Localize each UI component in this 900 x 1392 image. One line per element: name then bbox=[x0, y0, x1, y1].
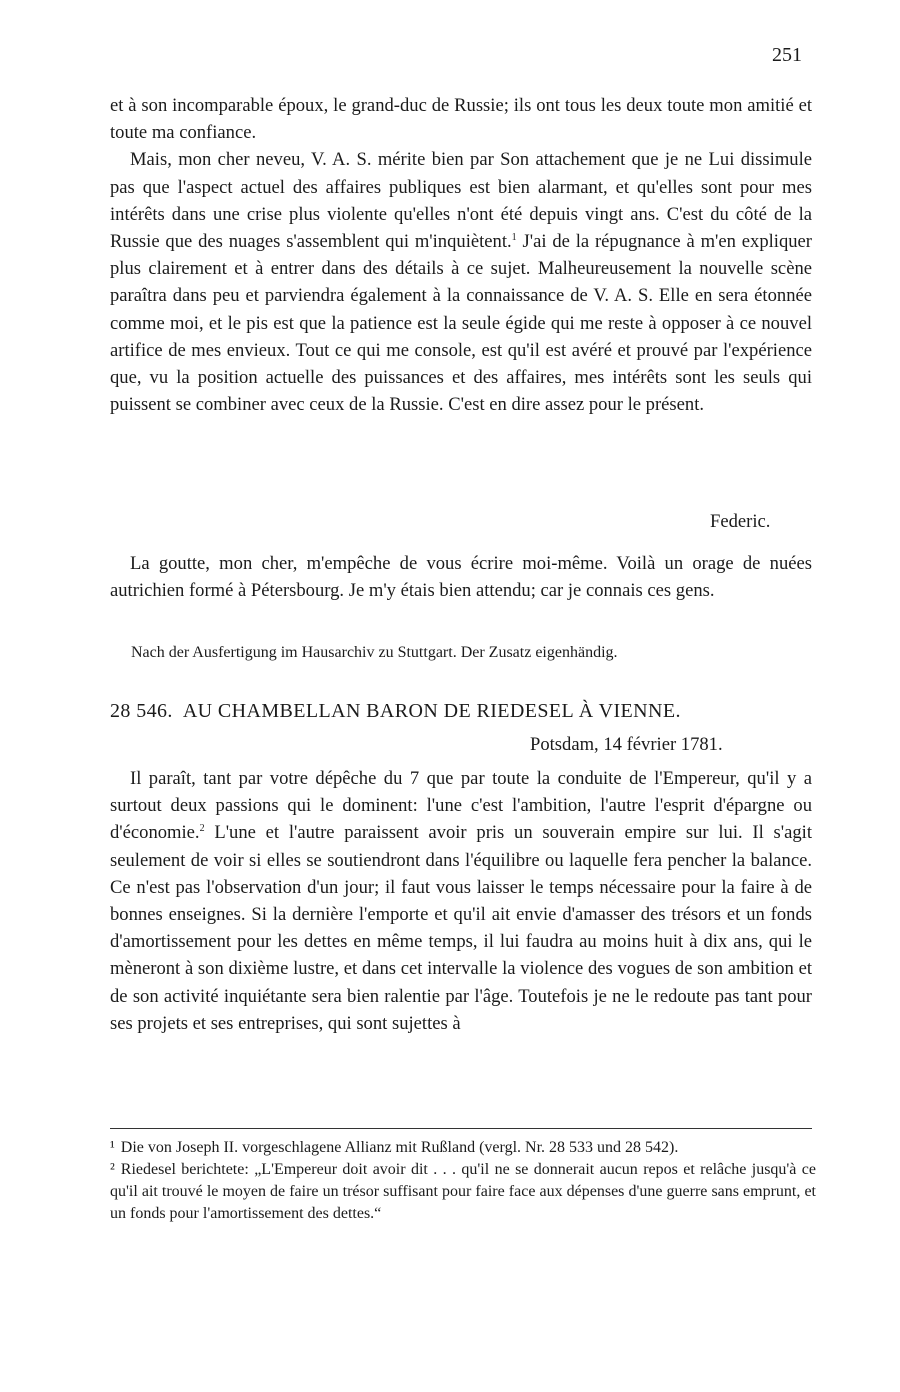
footnote-mark: ¹ bbox=[110, 1139, 115, 1156]
paragraph-text: Mais, mon cher neveu, V. A. S. mérite bien par Son attachement que je ne Lui dissimule pas que l'aspect actuel des affaires publiques est bien alarmant, et qu'elles sont pour mes intérêts dans une crise plus violente qu'elles n'ont été depuis vingt ans. C'est du côté de la Russie que des nuages s'assemblent qui m'inquiètent. bbox=[110, 149, 812, 253]
letter-body bbox=[110, 92, 812, 418]
postscript-text: La goutte, mon cher, m'empêche de vous écrire moi-même. Voilà un orage de nuées autrichien formé à Pétersbourg. Je m'y étais bien attendu; car je connais ces gens. bbox=[110, 553, 812, 602]
source-note: Nach der Ausfertigung im Hausarchiv zu Stuttgart. Der Zusatz eigenhändig. bbox=[131, 644, 618, 661]
paragraph-text: L'une et l'autre paraissent avoir pris un souverain empire sur lui. Il s'agit seulement de voir si elles se soutiendront dans l'équilibre ou laquelle fera pencher la balance. Ce n'est pas l'observation d'un jour; il faut vous laisser le temps nécessaire pour la faire à de bonnes enseignes. Si la dernière l'emporte et qu'il ait envie d'amasser des trésors et un fonds d'amortissement pour les dettes en même temps, il lui faudra au moins huit à dix ans, qui le mèneront à son dixième lustre, et dans cet intervalle la violence des vogues de son ambition et de son activité inquiétante sera bien ralentie par l'âge. Toutefois je ne le redoute pas tant pour ses projets et ses entreprises, qui sont sujettes à bbox=[110, 822, 812, 1034]
letter-heading bbox=[110, 700, 681, 723]
paragraph-text: Il paraît, tant par votre dépêche du 7 que par toute la conduite de l'Empereur, qu'il y a surtout deux passions qui le dominent: l'une c'est l'ambition, l'autre l'esprit d'épargne ou d'économie. bbox=[110, 768, 812, 844]
footnotes bbox=[110, 1137, 816, 1225]
footnote-text: Riedesel berichtete: „L'Empereur doit avoir dit . . . qu'il ne se donnerait aucun repos et relâche jusqu'à ce qu'il ait trouvé le moyen de faire un trésor suffisant pour faire face aux dépenses d'une guerre sans emprunt, et un fonds pour l'amortissement des dettes.“ bbox=[110, 1161, 816, 1222]
footnote-reference[interactable]: 1 bbox=[511, 232, 517, 244]
letter-body bbox=[110, 765, 812, 1037]
footnote-text: Die von Joseph II. vorgeschlagene Allianz mit Rußland (vergl. Nr. 28 533 und 28 542). bbox=[120, 1139, 679, 1156]
letter-number: 28 546. bbox=[110, 700, 173, 722]
footnote-divider bbox=[110, 1128, 812, 1129]
footnote-mark: ² bbox=[110, 1161, 115, 1178]
paragraph bbox=[110, 146, 812, 418]
footnote bbox=[110, 1159, 816, 1225]
footnote bbox=[110, 1137, 816, 1159]
paragraph-text: J'ai de la répugnance à m'en expliquer plus clairement et à entrer dans des détails à ce sujet. Malheureusement la nouvelle scène paraîtra dans peu et parviendra également à la connaissance de V. A. S. Elle en sera étonnée comme moi, et le pis est que la patience est la seule égide qui me reste à opposer à ce nouvel artifice de mes envieux. Tout ce qui me console, est qu'il est avéré et prouvé par l'expérience que, vu la position actuelle des puissances et des affaires, mes intérêts sont les seuls qui puissent se combiner avec ceux de la Russie. C'est en dire assez pour le présent. bbox=[110, 231, 812, 416]
paragraph bbox=[110, 765, 812, 1037]
footnote-reference[interactable]: 2 bbox=[199, 823, 205, 835]
signature: Federic. bbox=[710, 511, 771, 532]
paragraph: et à son incomparable époux, le grand-duc de Russie; ils ont tous les deux toute mon amitié et toute ma confiance. bbox=[110, 95, 812, 144]
page-number: 251 bbox=[772, 44, 802, 66]
place-date: Potsdam, 14 février 1781. bbox=[530, 734, 723, 755]
letter-addressee: AU CHAMBELLAN BARON DE RIEDESEL À VIENNE. bbox=[182, 700, 681, 722]
postscript bbox=[110, 550, 812, 604]
